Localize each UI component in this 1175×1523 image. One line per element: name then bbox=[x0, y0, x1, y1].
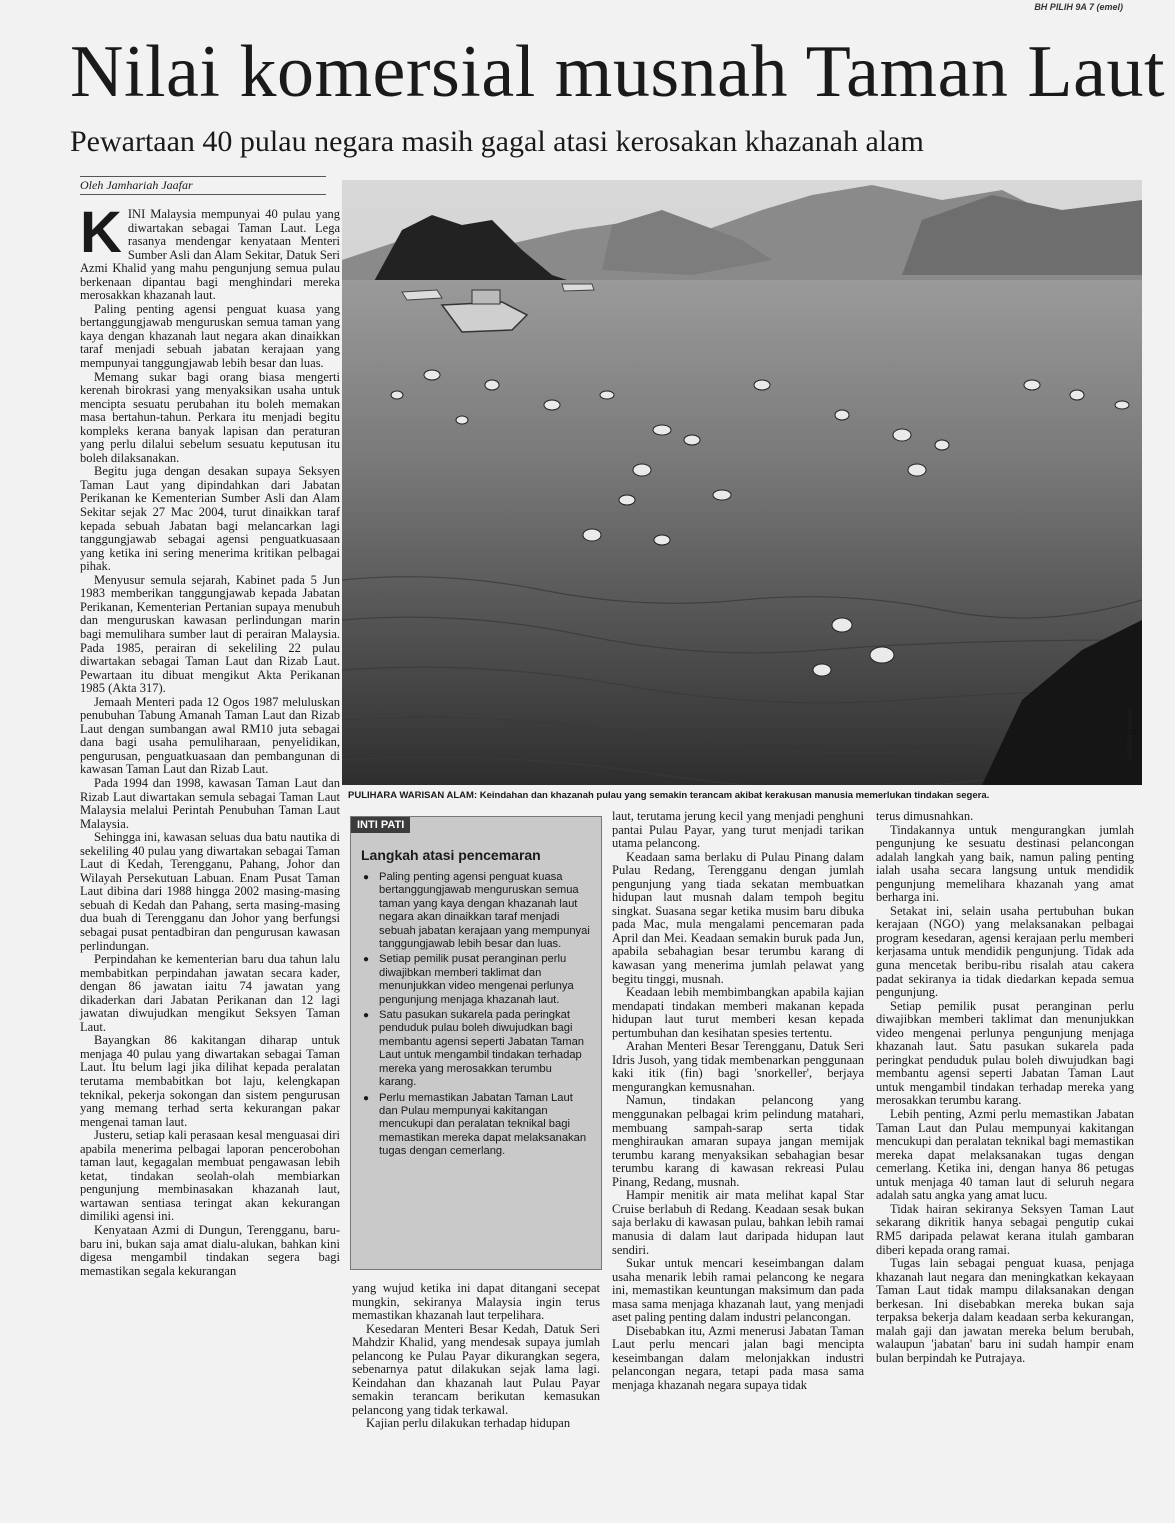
article-paragraph: Tugas lain sebagai penguat kuasa, penjaga khazanah laut negara dan meningkatkan kekayaan Taman Laut tidak mampu dilaksanakan dengan berkesan. Ini disebabkan mereka bukan saja terpaksa bekerja dalam keadaan serba kekurangan, malah gaji dan jawatan mereka belum berubah, walaupun 'jabatan' baru ini sudah hampir enam bulan berpindah ke Putrajaya. bbox=[876, 1256, 1134, 1365]
article-paragraph: Perpindahan ke kementerian baru dua tahun lalu membabitkan perpindahan jawatan secara kader, dengan 86 jawatan iaitu 74 jawatan yang dikaderkan dari Jabatan Perikanan dan 12 lagi jawatan diwujudkan mengikut Seksyen Taman Laut. bbox=[80, 952, 340, 1034]
article-column-1 bbox=[80, 200, 340, 1466]
headline: Nilai komersial musnah Taman Laut bbox=[70, 31, 1166, 113]
article-paragraph: laut, terutama jerung kecil yang menjadi penghuni pantai Pulau Payar, yang turut menjadi tarikan utama pelancong. bbox=[612, 809, 864, 851]
key-points-box bbox=[350, 816, 602, 1270]
article-paragraph: Sukar untuk mencari keseimbangan dalam usaha menarik lebih ramai pelancong ke negara ini, memastikan keuntungan maksimum dan pada masa sama menjaga khazanah laut, yang menjadi aset paling penting dalam industri pelancongan. bbox=[612, 1256, 864, 1325]
article-paragraph: Hampir menitik air mata melihat kapal Star Cruise berlabuh di Redang. Keadaan sesak bukan saja berlaku di kawasan pulau, bahkan lebih ramai manusia di dalam laut daripada hidupan laut sendiri. bbox=[612, 1188, 864, 1257]
article-paragraph: yang wujud ketika ini dapat ditangani secepat mungkin, sekiranya Malaysia ingin terus memastikan khazanah laut terpelihara. bbox=[352, 1281, 600, 1323]
article-paragraph: Keadaan lebih membimbangkan apabila kajian mendapati tindakan memberi makanan kepada hidupan laut turut memberi kesan kepada pertumbuhan dan kesihatan spesies tertentu. bbox=[612, 985, 864, 1040]
photo-caption: PULIHARA WARISAN ALAM: Keindahan dan khazanah pulau yang semakin terancam akibat kerakusan manusia memerlukan tindakan segera. bbox=[348, 790, 990, 801]
article-paragraph: Kajian perlu dilakukan terhadap hidupan bbox=[366, 1416, 571, 1431]
article-photo bbox=[342, 180, 1142, 785]
article-column-3 bbox=[612, 810, 864, 1393]
key-points-label: INTI PATI bbox=[351, 817, 410, 833]
key-point-item: ● Setiap pemilik pusat peranginan perlu diwajibkan memberi taklimat dan menunjukkan video mengenai perlunya pengunjung menjaga khazanah laut. bbox=[363, 953, 591, 1007]
article-paragraph: KINI Malaysia mempunyai 40 pulau yang diwartakan sebagai Taman Laut. Lega rasanya mendengar kenyataan Menteri Sumber Asli dan Alam Sekitar, Datuk Seri Azmi Khalid yang mahu pengunjung semua pulau berkenaan dipantau bagi menghindari mereka merosakkan khazanah laut. bbox=[80, 200, 340, 303]
page-header-tag: BH PILIH 9A 7 (emel) bbox=[1034, 2, 1123, 12]
key-point-item: ● Paling penting agensi penguat kuasa bertanggungjawab menguruskan semua taman yang kaya dengan khazanah laut negara akan dinaikkan taraf menjadi sebuah jabatan kerajaan yang mempunyai tanggungjawab lebih besar dan luas. bbox=[363, 871, 591, 951]
article-paragraph: Lebih penting, Azmi perlu memastikan Jabatan Taman Laut dan Pulau mempunyai kakitangan mencukupi dan peralatan teknikal bagi memastikan mereka dapat melaksanakan tugas dengan cemerlang. Ketika ini, dengan hanya 86 petugas untuk menjaga 40 taman laut di seluruh negara adalah satu angka yang amat lucu. bbox=[876, 1107, 1134, 1203]
article-paragraph: Kesedaran Menteri Besar Kedah, Datuk Seri Mahdzir Khalid, yang mendesak supaya jumlah pelancong ke Pulau Payar dikurangkan segera, sebenarnya patut dilakukan sejak lama lagi. Keindahan dan khazanah laut Pulau Payar semakin terancam berikutan kemasukan pelancong yang tidak terkawal. bbox=[352, 1321, 600, 1417]
article-paragraph: Disebabkan itu, Azmi menerusi Jabatan Taman Laut perlu mencari jalan bagi mencipta keseimbangan dalam melonjakkan industri pelancongan negara, tetapi pada masa sama menjaga khazanah negara supaya tidak bbox=[612, 1323, 864, 1392]
article-paragraph: Setakat ini, selain usaha pertubuhan bukan kerajaan (NGO) yang melaksanakan pelbagai program kesedaran, agensi kerajaan perlu memberi kerjasama untuk mendidik pengunjung. Tidak ada guna mencetak beribu-ribu risalah atau cakera padat sekiranya ia tidak diedarkan kepada semua pengunjung. bbox=[876, 903, 1134, 1000]
island-snorkelling-photo bbox=[342, 180, 1142, 785]
subheadline: Pewartaan 40 pulau negara masih gagal atasi kerosakan khazanah alam bbox=[70, 125, 924, 158]
byline: Oleh Jamhariah Jaafar bbox=[80, 176, 326, 195]
article-paragraph: Pada 1994 dan 1998, kawasan Taman Laut dan Rizab Laut diwartakan semula sebagai Taman Laut Malaysia melalui Perintah Penubuhan Taman Laut Malaysia. bbox=[80, 775, 340, 831]
article-paragraph: Setiap pemilik pusat peranginan perlu diwajibkan memberi taklimat dan menunjukkan video mengenai perlunya pengunjung menjaga khazanah laut. Satu pasukan sukarela pada peringkat penduduk pulau boleh diwujudkan bagi membantu agensi seperti Jabatan Taman Laut untuk mengambil tindakan terhadap mereka yang merosakkan terumbu karang. bbox=[876, 998, 1134, 1108]
key-points-title: Langkah atasi pencemaran bbox=[361, 847, 541, 863]
article-paragraph: Kenyataan Azmi di Dungun, Terengganu, baru-baru ini, bukan saja amat dialu-alukan, bahkan kini digesa mengambil tindakan segera bagi memastikan segala kekurangan bbox=[80, 1223, 340, 1278]
key-points-list bbox=[363, 871, 591, 1161]
article-paragraph: Paling penting agensi penguat kuasa yang bertanggungjawab menguruskan semua taman yang kaya dengan khazanah laut negara akan dinaikkan taraf menjadi sebuah jabatan kerajaan yang mempunyai tanggungjawab lebih besar dan luas. bbox=[80, 301, 340, 371]
article-column-2 bbox=[352, 1282, 600, 1431]
photo-credit: GAMBAR HIASAN bbox=[1128, 709, 1134, 760]
article-paragraph: Bayangkan 86 kakitangan diharap untuk menjaga 40 pulau yang diwartakan sebagai Taman Laut. Itu belum lagi jika dilihat kepada peralatan terutama membabitkan bot laju, kelengkapan teknikal, pekerja sokongan dan sistem pengurusan yang memang terhad serta kekurangan pakar mengenai taman laut. bbox=[80, 1033, 340, 1129]
article-paragraph: terus dimusnahkan. bbox=[876, 809, 974, 823]
article-paragraph: Keadaan sama berlaku di Pulau Pinang dalam Pulau Redang, Terengganu dengan jumlah pengunjung yang tiada sekatan membuatkan hidupan laut musnah dalam tempoh begitu singkat. Suasana segar ketika musim baru dibuka pada Mac, mula mengalami pencemaran pada April dan Mei. Keadaan semakin buruk pada Jun, apabila sebahagian besar terumbu karang di kawasan yang menerima jumlah pelawat yang begitu tinggi, musnah. bbox=[612, 849, 864, 986]
article-paragraph: Begitu juga dengan desakan supaya Seksyen Taman Laut yang dipindahkan dari Jabatan Perikanan ke Kementerian Sumber Asli dan Alam Sekitar sejak 27 Mac 2004, turut dinaikkan taraf kepada sebuah Jabatan bagi melancarkan lagi tanggungjawab sebagai agensi penguatkuasaan yang ketika ini sering menerima kritikan pelbagai pihak. bbox=[80, 464, 340, 574]
article-column-4 bbox=[876, 810, 1134, 1365]
article-paragraph: Menyusur semula sejarah, Kabinet pada 5 Jun 1983 memberikan tanggungjawab kepada Jabatan Perikanan, Kementerian Pertanian supaya menubuh dan menguruskan kawasan perlindungan marin bagi memulihara sumber laut di perairan Malaysia. Pada 1985, perairan di sekeliling 22 pulau diwartakan sebagai Taman Laut dan Rizab Laut. Pewartaan itu dibuat mengikut Akta Perikanan 1985 (Akta 317). bbox=[80, 572, 340, 696]
article-paragraph: Jemaah Menteri pada 12 Ogos 1987 meluluskan penubuhan Tabung Amanah Taman Laut dan Rizab Laut dengan sumbangan awal RM10 juta sebagai dana bagi usaha pemuliharaan, penyelidikan, pengurusan, penguatkuasaan dan pembangunan di kawasan Taman Laut dan Rizab Laut. bbox=[80, 694, 340, 777]
article-paragraph: Memang sukar bagi orang biasa mengerti kerenah birokrasi yang menyaksikan usaha untuk mencipta sesuatu perubahan itu boleh memakan masa bertahun-tahun. Perkara itu menjadi begitu kompleks kerana banyak lapisan dan peraturan yang perlu dilalui sebelum sesuatu keputusan itu boleh dilaksanakan. bbox=[80, 369, 340, 465]
key-point-item: ● Perlu memastikan Jabatan Taman Laut dan Pulau mempunyai kakitangan mencukupi dan peralatan teknikal bagi memastikan mereka dapat melaksanakan tugas dengan cemerlang. bbox=[363, 1092, 591, 1159]
key-point-item: ● Satu pasukan sukarela pada peringkat penduduk pulau boleh diwujudkan bagi membantu agensi seperti Jabatan Taman Laut untuk mengambil tindakan terhadap mereka yang merosakkan terumbu karang. bbox=[363, 1009, 591, 1089]
article-paragraph: Justeru, setiap kali perasaan kesal menguasai diri apabila menerima pelbagai laporan pencerobohan taman laut, kegagalan membuat pengawasan lebih ketat, tindakan seolah-olah membiarkan pengunjung membinasakan khazanah laut, wartawan sentiasa teringat akan kekurangan dimiliki agensi ini. bbox=[80, 1128, 340, 1224]
article-paragraph: Tindakannya untuk mengurangkan jumlah pengunjung ke sesuatu destinasi pelancongan adalah langkah yang baik, namun paling penting ialah usaha secara langsung untuk mendidik pengunjung memelihara khazanah yang amat berharga ini. bbox=[876, 822, 1134, 905]
article-paragraph: Sehingga ini, kawasan seluas dua batu nautika di sekeliling 40 pulau yang diwartakan sebagai Taman Laut di Kedah, Terengganu, Pahang, Johor dan Wilayah Persekutuan Labuan. Enam Pusat Taman Laut dibina dari 1988 hingga 2002 masing-masing sebuah di Kedah dan Pahang, serta masing-masing dua buah di Terengganu dan Johor yang berfungsi sebagai pusat pentadbiran dan pengurusan kawasan perlindungan. bbox=[80, 830, 340, 953]
article-paragraph: Arahan Menteri Besar Terengganu, Datuk Seri Idris Jusoh, yang tidak membenarkan penggunaan kaki itik (fin) bagi 'snorkeller', berjaya mengurangkan kemusnahan. bbox=[612, 1039, 864, 1094]
article-paragraph: Namun, tindakan pelancong yang menggunakan pelbagai krim pelindung matahari, membuang sampah-sarap serta tidak menghiraukan amaran supaya jangan memijak terumbu karang menyaksikan sebahagian besar terumbu karang di kawasan rekreasi Pulau Pinang, Redang, musnah. bbox=[612, 1093, 864, 1189]
article-paragraph: Tidak hairan sekiranya Seksyen Taman Laut sekarang dikritik hanya sebagai pengutip cukai RM5 daripada pelawat kerana itulah gambaran diberi kepada orang ramai. bbox=[876, 1201, 1134, 1257]
drop-cap: K bbox=[80, 200, 122, 265]
